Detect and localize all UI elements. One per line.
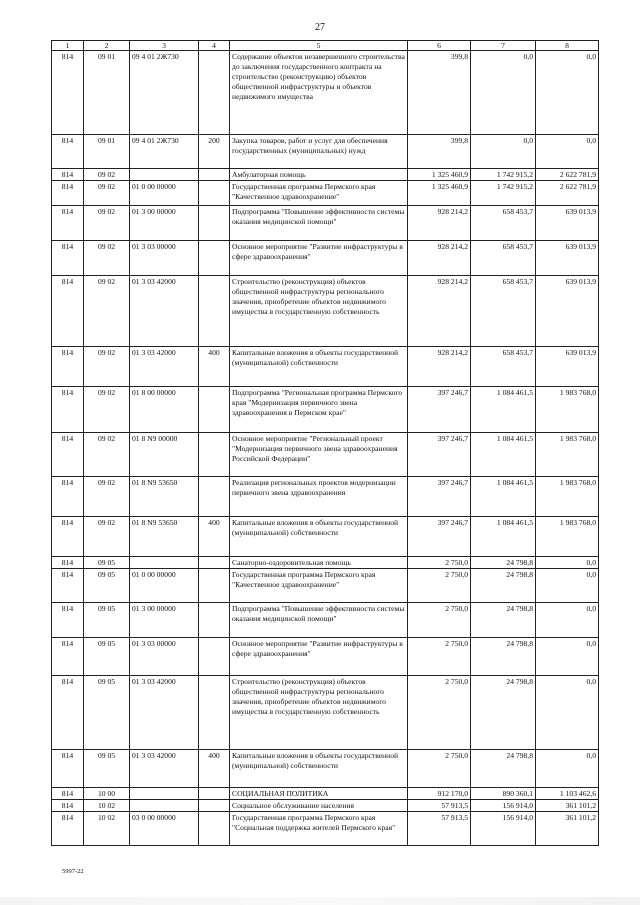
table-row xyxy=(52,169,599,181)
amount-year3-cell: 1 983 768,0 xyxy=(536,477,599,517)
amount-year3-cell: 0,0 xyxy=(536,638,599,676)
amount-year3-cell: 0,0 xyxy=(536,603,599,638)
amount-year3-cell: 1 103 462,6 xyxy=(536,788,599,800)
expense-type-cell xyxy=(199,569,230,603)
amount-year2-cell: 1 742 915,2 xyxy=(471,169,536,181)
expense-type-cell xyxy=(199,387,230,433)
item-name-cell: Государственная программа Пермского края "Качественное здравоохранение" xyxy=(230,181,408,206)
target-article-cell: 01 3 03 42000 xyxy=(130,750,199,788)
target-article-cell: 09 4 01 2Ж730 xyxy=(130,51,199,135)
amount-year1-cell: 2 750,0 xyxy=(408,603,471,638)
amount-year2-cell: 24 798,8 xyxy=(471,603,536,638)
expense-type-cell: 200 xyxy=(199,135,230,169)
section-code-cell: 10 00 xyxy=(84,788,130,800)
expense-type-cell xyxy=(199,276,230,347)
amount-year3-cell: 0,0 xyxy=(536,676,599,750)
amount-year1-cell: 2 750,0 xyxy=(408,676,471,750)
table-row xyxy=(52,433,599,477)
target-article-cell xyxy=(130,557,199,569)
admin-code-cell: 814 xyxy=(52,517,84,557)
admin-code-cell: 814 xyxy=(52,750,84,788)
admin-code-cell: 814 xyxy=(52,569,84,603)
item-name-cell: Строительство (реконструкция) объектов общественной инфраструктуры регионального значения, приобретение объектов недвижимого имущества в государственную собственность xyxy=(230,676,408,750)
target-article-cell: 01 3 00 00000 xyxy=(130,603,199,638)
table-row xyxy=(52,51,599,135)
page-number: 27 xyxy=(315,22,325,33)
amount-year2-cell: 890 360,1 xyxy=(471,788,536,800)
item-name-cell: Подпрограмма "Региональная программа Пермского края "Модернизация первичного звена здравоохранения в Пермском крае" xyxy=(230,387,408,433)
target-article-cell: 01 3 03 42000 xyxy=(130,676,199,750)
table-row xyxy=(52,517,599,557)
amount-year1-cell: 1 325 460,9 xyxy=(408,181,471,206)
table-row xyxy=(52,387,599,433)
amount-year1-cell: 57 913,5 xyxy=(408,800,471,812)
item-name-cell: Капитальные вложения в объекты государственной (муниципальной) собственности xyxy=(230,517,408,557)
expense-type-cell xyxy=(199,241,230,276)
expense-type-cell xyxy=(199,477,230,517)
section-code-cell: 09 05 xyxy=(84,569,130,603)
section-code-cell: 09 02 xyxy=(84,276,130,347)
amount-year2-cell: 1 742 915,2 xyxy=(471,181,536,206)
amount-year3-cell: 639 013,9 xyxy=(536,347,599,387)
section-code-cell: 09 02 xyxy=(84,347,130,387)
table-row xyxy=(52,569,599,603)
table-row xyxy=(52,788,599,800)
section-code-cell: 09 02 xyxy=(84,387,130,433)
amount-year2-cell: 658 453,7 xyxy=(471,206,536,241)
amount-year2-cell: 24 798,8 xyxy=(471,569,536,603)
table-row xyxy=(52,800,599,812)
amount-year3-cell: 361 101,2 xyxy=(536,800,599,812)
table-row xyxy=(52,276,599,347)
scan-edge xyxy=(0,897,640,905)
target-article-cell: 01 0 00 00000 xyxy=(130,181,199,206)
target-article-cell: 01 8 N9 00000 xyxy=(130,433,199,477)
admin-code-cell: 814 xyxy=(52,433,84,477)
item-name-cell: Строительство (реконструкция) объектов общественной инфраструктуры регионального значения, приобретение объектов недвижимого имущества в государственную собственность xyxy=(230,276,408,347)
admin-code-cell: 814 xyxy=(52,135,84,169)
table-row xyxy=(52,638,599,676)
amount-year2-cell: 1 084 461,5 xyxy=(471,433,536,477)
item-name-cell: СОЦИАЛЬНАЯ ПОЛИТИКА xyxy=(230,788,408,800)
section-code-cell: 09 01 xyxy=(84,135,130,169)
amount-year2-cell: 1 084 461,5 xyxy=(471,387,536,433)
expense-type-cell xyxy=(199,169,230,181)
amount-year1-cell: 397 246,7 xyxy=(408,387,471,433)
expense-type-cell xyxy=(199,676,230,750)
table-row xyxy=(52,603,599,638)
amount-year1-cell: 928 214,2 xyxy=(408,206,471,241)
table-row xyxy=(52,812,599,846)
item-name-cell: Социальное обслуживание населения xyxy=(230,800,408,812)
admin-code-cell: 814 xyxy=(52,169,84,181)
amount-year3-cell: 639 013,9 xyxy=(536,206,599,241)
expense-type-cell: 400 xyxy=(199,750,230,788)
expense-type-cell: 400 xyxy=(199,347,230,387)
column-header: 7 xyxy=(471,41,536,51)
amount-year2-cell: 658 453,7 xyxy=(471,276,536,347)
item-name-cell: Закупка товаров, работ и услуг для обеспечения государственных (муниципальных) нужд xyxy=(230,135,408,169)
amount-year1-cell: 928 214,2 xyxy=(408,276,471,347)
column-number-row xyxy=(52,41,599,51)
item-name-cell: Санаторно-оздоровительная помощь xyxy=(230,557,408,569)
expense-type-cell xyxy=(199,206,230,241)
table-row xyxy=(52,347,599,387)
amount-year2-cell: 1 084 461,5 xyxy=(471,477,536,517)
column-header: 1 xyxy=(52,41,84,51)
table-row xyxy=(52,676,599,750)
admin-code-cell: 814 xyxy=(52,387,84,433)
amount-year2-cell: 658 453,7 xyxy=(471,241,536,276)
target-article-cell: 03 0 00 00000 xyxy=(130,812,199,846)
admin-code-cell: 814 xyxy=(52,181,84,206)
table-row xyxy=(52,750,599,788)
amount-year1-cell: 2 750,0 xyxy=(408,638,471,676)
admin-code-cell: 814 xyxy=(52,51,84,135)
table-row xyxy=(52,135,599,169)
table-row xyxy=(52,477,599,517)
amount-year1-cell: 397 246,7 xyxy=(408,477,471,517)
target-article-cell: 01 0 00 00000 xyxy=(130,569,199,603)
item-name-cell: Основное мероприятие "Региональный проект "Модернизация первичного звена здравоохранения Российской Федерации" xyxy=(230,433,408,477)
target-article-cell: 01 8 N9 53650 xyxy=(130,517,199,557)
admin-code-cell: 814 xyxy=(52,788,84,800)
target-article-cell: 01 3 03 42000 xyxy=(130,347,199,387)
section-code-cell: 09 02 xyxy=(84,433,130,477)
section-code-cell: 09 05 xyxy=(84,557,130,569)
section-code-cell: 09 05 xyxy=(84,676,130,750)
amount-year1-cell: 928 214,2 xyxy=(408,347,471,387)
section-code-cell: 09 02 xyxy=(84,477,130,517)
amount-year2-cell: 0,0 xyxy=(471,51,536,135)
item-name-cell: Основное мероприятие "Развитие инфраструктуры в сфере здравоохранения" xyxy=(230,241,408,276)
admin-code-cell: 814 xyxy=(52,638,84,676)
amount-year3-cell: 2 622 781,9 xyxy=(536,181,599,206)
target-article-cell: 01 3 00 00000 xyxy=(130,206,199,241)
section-code-cell: 09 02 xyxy=(84,206,130,241)
section-code-cell: 09 02 xyxy=(84,517,130,557)
amount-year3-cell: 1 983 768,0 xyxy=(536,387,599,433)
admin-code-cell: 814 xyxy=(52,603,84,638)
column-header: 3 xyxy=(130,41,199,51)
amount-year1-cell: 2 750,0 xyxy=(408,557,471,569)
budget-table xyxy=(51,40,599,846)
admin-code-cell: 814 xyxy=(52,347,84,387)
column-header: 8 xyxy=(536,41,599,51)
amount-year2-cell: 658 453,7 xyxy=(471,347,536,387)
expense-type-cell xyxy=(199,181,230,206)
amount-year3-cell: 639 013,9 xyxy=(536,276,599,347)
target-article-cell: 01 8 N9 53650 xyxy=(130,477,199,517)
table-row xyxy=(52,241,599,276)
amount-year1-cell: 928 214,2 xyxy=(408,241,471,276)
item-name-cell: Основное мероприятие "Развитие инфраструктуры в сфере здравоохранения" xyxy=(230,638,408,676)
amount-year3-cell: 361 101,2 xyxy=(536,812,599,846)
table-row xyxy=(52,557,599,569)
expense-type-cell: 400 xyxy=(199,517,230,557)
admin-code-cell: 814 xyxy=(52,276,84,347)
amount-year3-cell: 1 983 768,0 xyxy=(536,433,599,477)
target-article-cell: 01 8 00 00000 xyxy=(130,387,199,433)
section-code-cell: 10 02 xyxy=(84,800,130,812)
amount-year1-cell: 1 325 460,9 xyxy=(408,169,471,181)
item-name-cell: Содержание объектов незавершенного строительства до заключения государственного контракта на строительство (реконструкцию) объектов общественной инфраструктуры и объектов недвижимого имущества xyxy=(230,51,408,135)
admin-code-cell: 814 xyxy=(52,812,84,846)
target-article-cell xyxy=(130,169,199,181)
expense-type-cell xyxy=(199,433,230,477)
amount-year3-cell: 1 983 768,0 xyxy=(536,517,599,557)
section-code-cell: 09 05 xyxy=(84,638,130,676)
admin-code-cell: 814 xyxy=(52,676,84,750)
amount-year2-cell: 24 798,8 xyxy=(471,557,536,569)
item-name-cell: Реализация региональных проектов модернизации первичного звена здравоохранения xyxy=(230,477,408,517)
amount-year3-cell: 2 622 781,9 xyxy=(536,169,599,181)
section-code-cell: 09 01 xyxy=(84,51,130,135)
section-code-cell: 09 05 xyxy=(84,603,130,638)
target-article-cell: 01 3 03 42000 xyxy=(130,276,199,347)
amount-year2-cell: 156 914,0 xyxy=(471,812,536,846)
expense-type-cell xyxy=(199,812,230,846)
amount-year3-cell: 0,0 xyxy=(536,135,599,169)
amount-year2-cell: 1 084 461,5 xyxy=(471,517,536,557)
expense-type-cell xyxy=(199,788,230,800)
item-name-cell: Подпрограмма "Повышение эффективности системы оказания медицинской помощи" xyxy=(230,206,408,241)
amount-year1-cell: 397 246,7 xyxy=(408,517,471,557)
amount-year3-cell: 0,0 xyxy=(536,750,599,788)
section-code-cell: 09 02 xyxy=(84,169,130,181)
amount-year1-cell: 399,8 xyxy=(408,135,471,169)
amount-year2-cell: 156 914,0 xyxy=(471,800,536,812)
amount-year3-cell: 0,0 xyxy=(536,51,599,135)
column-header: 5 xyxy=(230,41,408,51)
expense-type-cell xyxy=(199,638,230,676)
amount-year3-cell: 0,0 xyxy=(536,569,599,603)
item-name-cell: Капитальные вложения в объекты государственной (муниципальной) собственности xyxy=(230,347,408,387)
amount-year2-cell: 24 798,8 xyxy=(471,750,536,788)
item-name-cell: Подпрограмма "Повышение эффективности системы оказания медицинской помощи" xyxy=(230,603,408,638)
amount-year2-cell: 0,0 xyxy=(471,135,536,169)
amount-year3-cell: 639 013,9 xyxy=(536,241,599,276)
column-header: 4 xyxy=(199,41,230,51)
admin-code-cell: 814 xyxy=(52,477,84,517)
item-name-cell: Амбулаторная помощь xyxy=(230,169,408,181)
section-code-cell: 09 05 xyxy=(84,750,130,788)
amount-year1-cell: 2 750,0 xyxy=(408,569,471,603)
section-code-cell: 09 02 xyxy=(84,181,130,206)
amount-year2-cell: 24 798,8 xyxy=(471,676,536,750)
table-row xyxy=(52,206,599,241)
expense-type-cell xyxy=(199,51,230,135)
column-header: 2 xyxy=(84,41,130,51)
column-header: 6 xyxy=(408,41,471,51)
amount-year1-cell: 397 246,7 xyxy=(408,433,471,477)
amount-year2-cell: 24 798,8 xyxy=(471,638,536,676)
amount-year3-cell: 0,0 xyxy=(536,557,599,569)
item-name-cell: Капитальные вложения в объекты государственной (муниципальной) собственности xyxy=(230,750,408,788)
target-article-cell: 09 4 01 2Ж730 xyxy=(130,135,199,169)
admin-code-cell: 814 xyxy=(52,800,84,812)
amount-year1-cell: 57 913,5 xyxy=(408,812,471,846)
expense-type-cell xyxy=(199,800,230,812)
expense-type-cell xyxy=(199,557,230,569)
admin-code-cell: 814 xyxy=(52,241,84,276)
amount-year1-cell: 912 170,0 xyxy=(408,788,471,800)
admin-code-cell: 814 xyxy=(52,206,84,241)
target-article-cell: 01 3 03 00000 xyxy=(130,241,199,276)
section-code-cell: 09 02 xyxy=(84,241,130,276)
document-code: 5997-22 xyxy=(62,868,84,875)
amount-year1-cell: 399,8 xyxy=(408,51,471,135)
table-row xyxy=(52,181,599,206)
admin-code-cell: 814 xyxy=(52,557,84,569)
target-article-cell xyxy=(130,788,199,800)
item-name-cell: Государственная программа Пермского края "Социальная поддержка жителей Пермского края" xyxy=(230,812,408,846)
target-article-cell: 01 3 03 00000 xyxy=(130,638,199,676)
target-article-cell xyxy=(130,800,199,812)
amount-year1-cell: 2 750,0 xyxy=(408,750,471,788)
expense-type-cell xyxy=(199,603,230,638)
item-name-cell: Государственная программа Пермского края "Качественное здравоохранение" xyxy=(230,569,408,603)
section-code-cell: 10 02 xyxy=(84,812,130,846)
